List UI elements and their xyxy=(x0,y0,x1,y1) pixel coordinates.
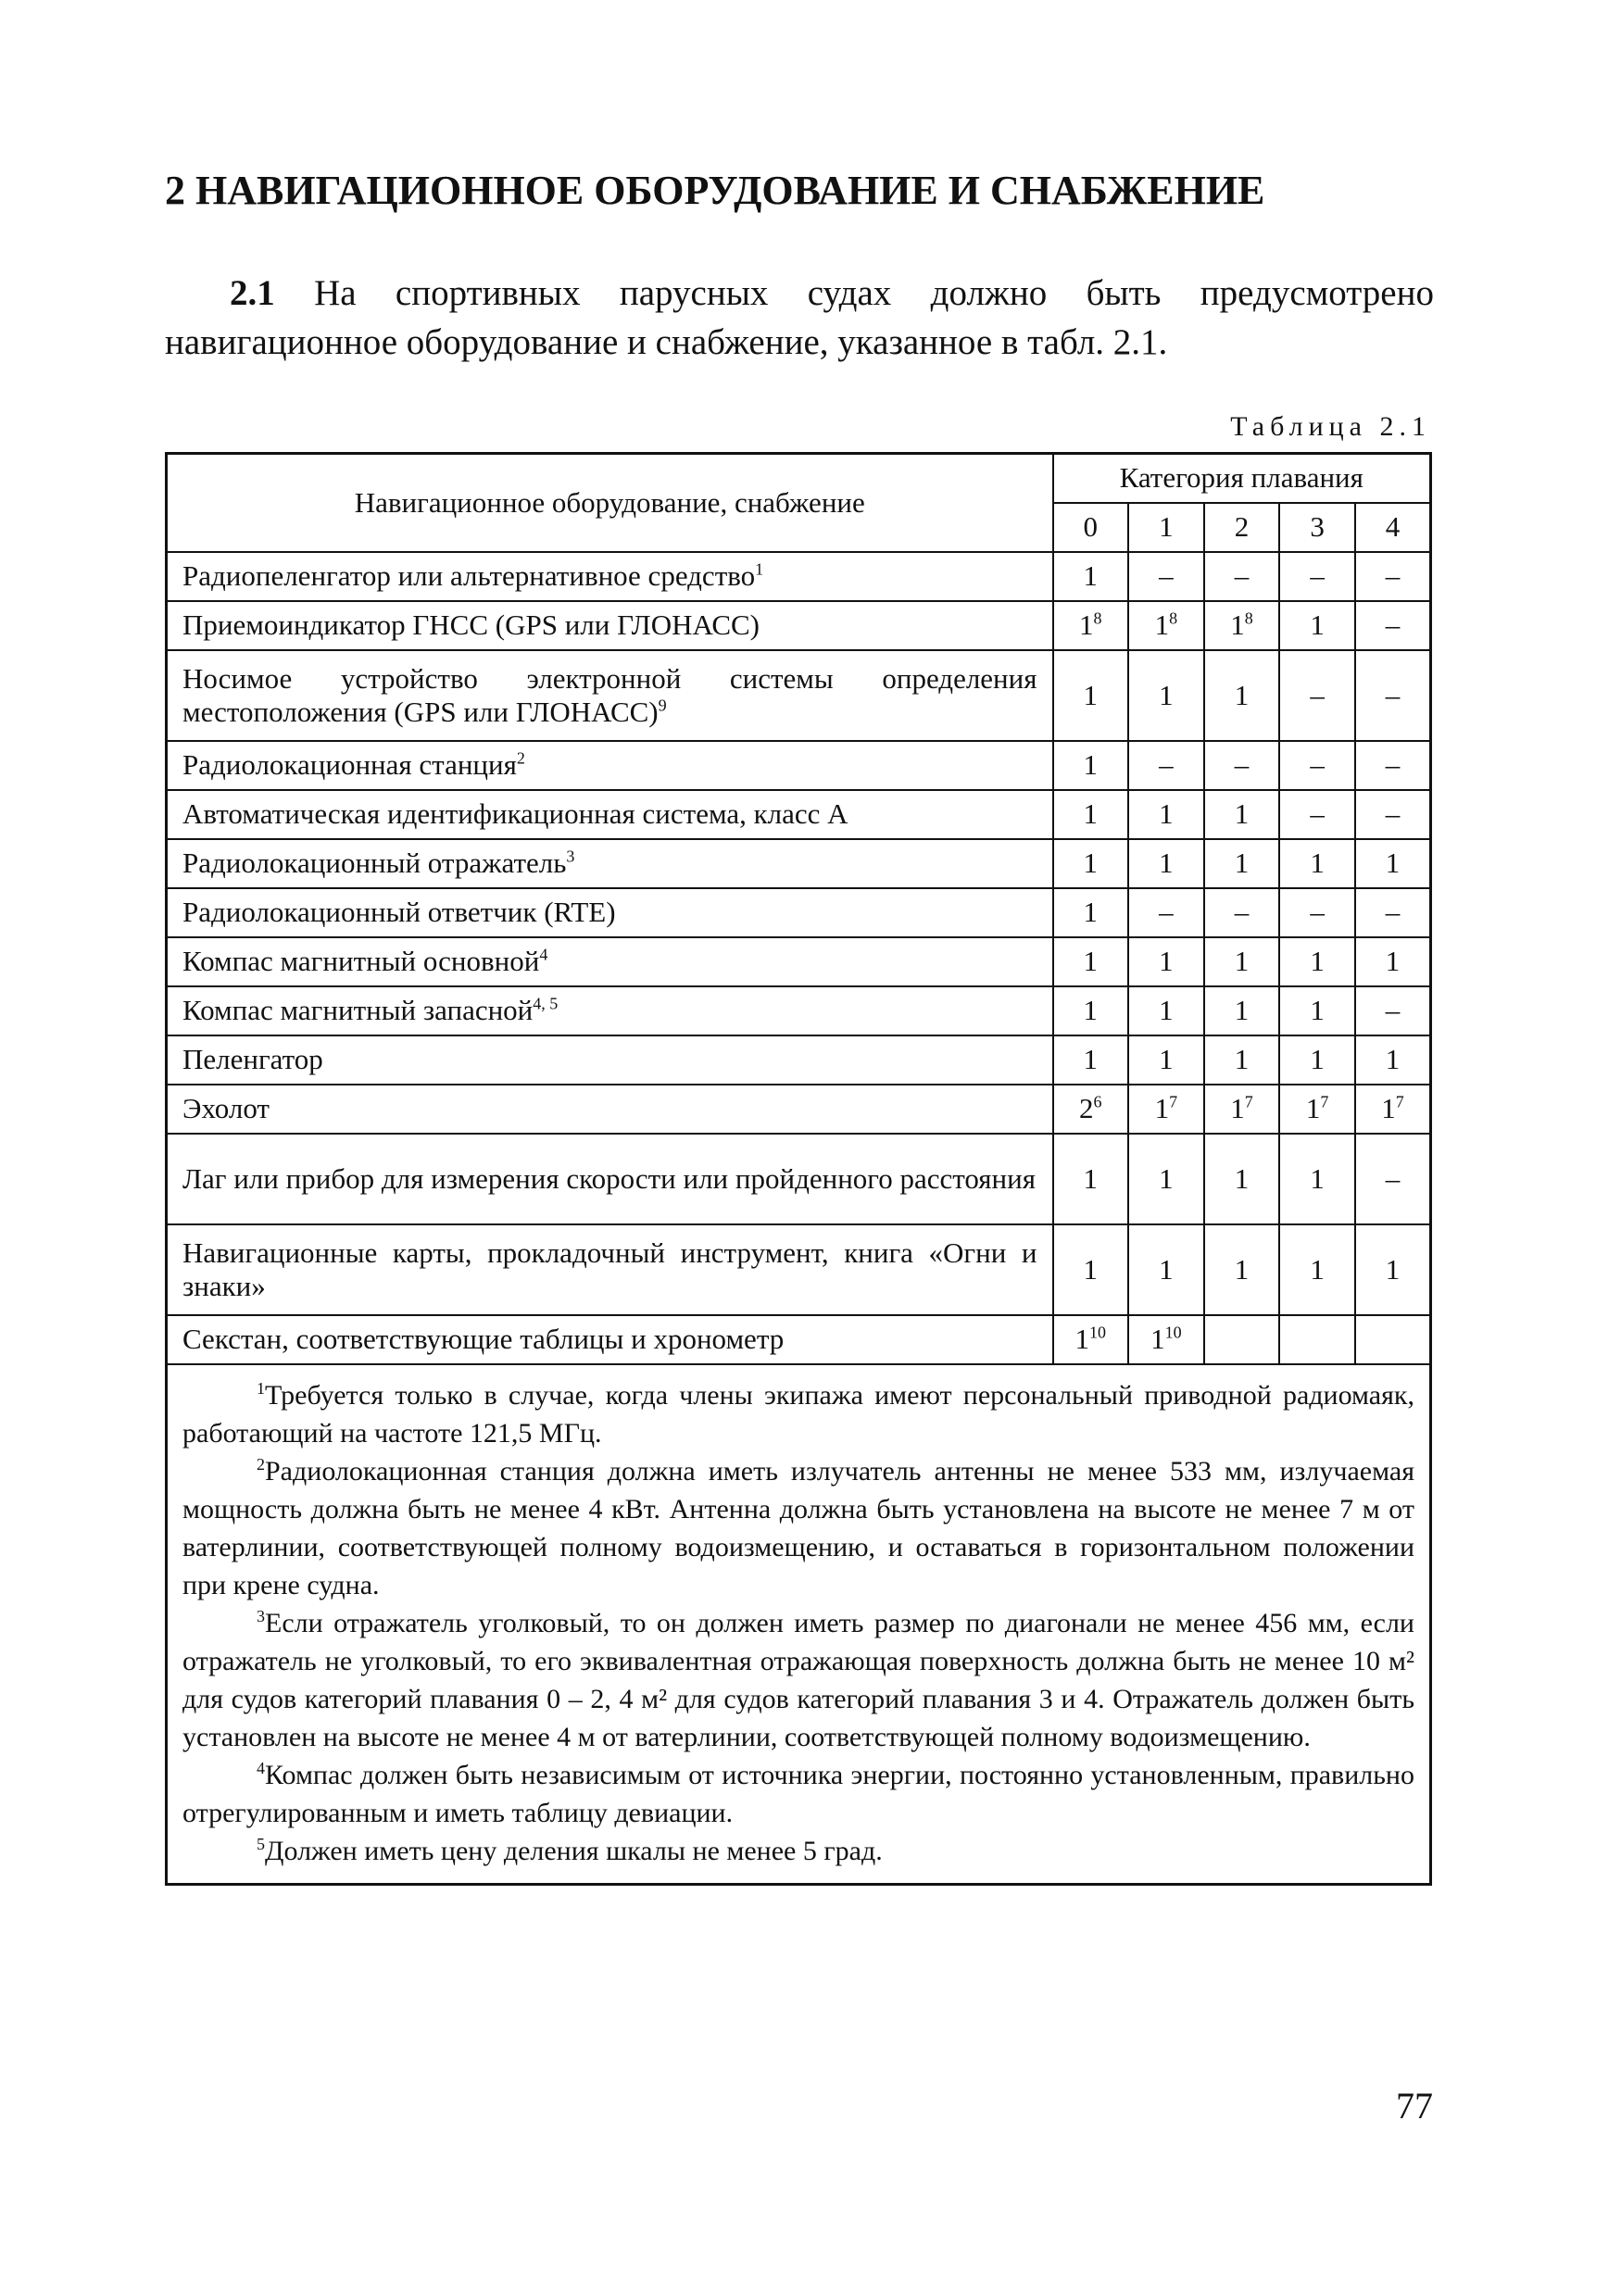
value: – xyxy=(1385,678,1401,711)
footnote-3 xyxy=(182,1604,1414,1756)
value: 1 xyxy=(1083,847,1099,879)
category-2-value xyxy=(1204,790,1280,839)
footnote-2 xyxy=(182,1452,1414,1604)
category-0-value xyxy=(1053,937,1129,986)
value: – xyxy=(1310,678,1325,711)
value: 1 xyxy=(1083,797,1099,830)
page-title: 2 НАВИГАЦИОННОЕ ОБОРУДОВАНИЕ И СНАБЖЕНИЕ xyxy=(165,168,1265,213)
category-0-value xyxy=(1053,790,1129,839)
footnote-ref: 4, 5 xyxy=(533,994,559,1013)
category-0-value xyxy=(1053,741,1129,790)
paragraph-number: 2.1 xyxy=(230,273,275,313)
value: – xyxy=(1385,559,1401,592)
category-4-value xyxy=(1355,888,1431,937)
category-4-value xyxy=(1355,552,1431,601)
category-2-value xyxy=(1204,741,1280,790)
table-notes xyxy=(167,1364,1431,1885)
value: 1 xyxy=(1385,1252,1401,1286)
value: – xyxy=(1234,748,1250,781)
category-1-value xyxy=(1128,1134,1204,1224)
table-row xyxy=(167,839,1431,888)
category-3-value xyxy=(1279,839,1355,888)
category-1-value xyxy=(1128,601,1204,650)
category-4-value xyxy=(1355,1224,1431,1315)
footnote-text: Должен иметь цену деления шкалы не менее 5 град. xyxy=(265,1835,883,1866)
value-footnote-ref: 7 xyxy=(1169,1092,1178,1111)
value-footnote-ref: 10 xyxy=(1089,1323,1107,1342)
value-footnote-ref: 7 xyxy=(1244,1092,1253,1111)
value: 2 xyxy=(1079,1092,1094,1124)
value: 1 xyxy=(1230,609,1245,641)
value: 1 xyxy=(1234,1252,1250,1286)
value: 1 xyxy=(1234,994,1250,1026)
category-0-value xyxy=(1053,1315,1129,1364)
equipment-name: Приемоиндикатор ГНСС (GPS или ГЛОНАСС) xyxy=(182,609,760,641)
category-2-value xyxy=(1204,1315,1280,1364)
header-category: Категория плавания xyxy=(1053,454,1431,503)
category-3-value xyxy=(1279,986,1355,1035)
category-1-value xyxy=(1128,741,1204,790)
value: 1 xyxy=(1083,1252,1099,1286)
footnote-number: 3 xyxy=(257,1606,265,1625)
value: 1 xyxy=(1150,1323,1165,1355)
equipment-name: Радиолокационный ответчик (RTE) xyxy=(182,896,616,928)
category-1-value xyxy=(1128,790,1204,839)
table-row xyxy=(167,552,1431,601)
equipment-name: Автоматическая идентификационная система, класс А xyxy=(182,797,848,830)
category-0-value xyxy=(1053,986,1129,1035)
equipment-name: Носимое устройство электронной системы определения местоположения (GPS или ГЛОНАСС) xyxy=(182,661,1037,728)
category-0-value xyxy=(1053,1224,1129,1315)
value: 1 xyxy=(1083,1161,1099,1195)
value: 1 xyxy=(1074,1323,1090,1355)
equipment-name-cell xyxy=(167,839,1053,888)
equipment-table xyxy=(165,452,1432,1886)
equipment-name-cell xyxy=(167,1315,1053,1364)
value: 1 xyxy=(1159,1252,1174,1286)
value: 1 xyxy=(1083,994,1099,1026)
equipment-name: Радиопеленгатор или альтернативное средство xyxy=(182,559,756,592)
value-footnote-ref: 6 xyxy=(1093,1092,1102,1111)
value: – xyxy=(1159,748,1174,781)
value: 1 xyxy=(1230,1092,1245,1124)
table-body xyxy=(167,552,1431,1364)
footnote-number: 4 xyxy=(257,1758,265,1777)
category-0-value xyxy=(1053,552,1129,601)
value: 1 xyxy=(1381,1092,1396,1124)
value: – xyxy=(1234,559,1250,592)
category-1-value xyxy=(1128,986,1204,1035)
footnote-5 xyxy=(182,1832,1414,1870)
category-4-value xyxy=(1355,986,1431,1035)
footnote-text: Компас должен быть независимым от источника энергии, постоянно установленным, правильно отрегулированным и иметь таблицу девиации. xyxy=(182,1759,1414,1828)
footnote-text: Радиолокационная станция должна иметь излучатель антенны не менее 533 мм, излучаемая мощность должна быть не менее 4 кВт. Антенна должна быть установлена на высоте не менее 7 м от ватерлинии, соответствующей полному водоизмещению, и оставаться в горизонтальном положении при крене судна. xyxy=(182,1455,1414,1600)
value: 1 xyxy=(1234,945,1250,977)
category-1-value xyxy=(1128,552,1204,601)
category-1-value xyxy=(1128,1315,1204,1364)
category-3-value xyxy=(1279,552,1355,601)
equipment-name: Пеленгатор xyxy=(182,1043,323,1075)
footnote-4 xyxy=(182,1756,1414,1832)
value: – xyxy=(1385,1161,1401,1195)
header-category-1: 1 xyxy=(1128,503,1204,552)
value: 1 xyxy=(1079,609,1094,641)
table-caption: Таблица 2.1 xyxy=(1230,411,1431,442)
category-4-value xyxy=(1355,601,1431,650)
equipment-name-cell xyxy=(167,888,1053,937)
value: 1 xyxy=(1083,678,1099,711)
header-category-2: 2 xyxy=(1204,503,1280,552)
value: 1 xyxy=(1159,847,1174,879)
category-2-value xyxy=(1204,937,1280,986)
value: – xyxy=(1159,559,1174,592)
category-0-value xyxy=(1053,888,1129,937)
value-footnote-ref: 7 xyxy=(1395,1092,1404,1111)
category-0-value xyxy=(1053,601,1129,650)
value: 1 xyxy=(1159,678,1174,711)
header-category-3: 3 xyxy=(1279,503,1355,552)
category-2-value xyxy=(1204,552,1280,601)
footnote-number: 2 xyxy=(257,1454,265,1474)
value-footnote-ref: 8 xyxy=(1093,609,1102,628)
value: 1 xyxy=(1234,678,1250,711)
value: 1 xyxy=(1234,1043,1250,1075)
category-4-value xyxy=(1355,1134,1431,1224)
footnote-number: 1 xyxy=(257,1378,265,1398)
value: – xyxy=(1310,559,1325,592)
value: 1 xyxy=(1310,994,1325,1026)
value: – xyxy=(1385,609,1401,641)
category-0-value xyxy=(1053,650,1129,741)
category-3-value xyxy=(1279,650,1355,741)
table-row xyxy=(167,650,1431,741)
footnote-text: Требуется только в случае, когда члены экипажа имеют персональный приводной радиомаяк, работающий на частоте 121,5 МГц. xyxy=(182,1379,1414,1449)
category-1-value xyxy=(1128,937,1204,986)
value: 1 xyxy=(1234,797,1250,830)
footnote-number: 5 xyxy=(257,1834,265,1853)
category-2-value xyxy=(1204,1224,1280,1315)
category-3-value xyxy=(1279,1224,1355,1315)
equipment-name-cell xyxy=(167,650,1053,741)
table-row xyxy=(167,937,1431,986)
category-3-value xyxy=(1279,888,1355,937)
table-row xyxy=(167,1224,1431,1315)
category-2-value xyxy=(1204,1035,1280,1085)
value: – xyxy=(1385,994,1401,1026)
value: – xyxy=(1385,797,1401,830)
category-0-value xyxy=(1053,1085,1129,1134)
value: 1 xyxy=(1305,1092,1321,1124)
equipment-name-cell xyxy=(167,790,1053,839)
category-0-value xyxy=(1053,839,1129,888)
equipment-name: Лаг или прибор для измерения скорости или пройденного расстояния xyxy=(182,1161,1036,1195)
footnote-1 xyxy=(182,1376,1414,1452)
value-footnote-ref: 10 xyxy=(1164,1323,1182,1342)
category-4-value xyxy=(1355,790,1431,839)
table-row xyxy=(167,601,1431,650)
category-4-value xyxy=(1355,650,1431,741)
value: – xyxy=(1385,748,1401,781)
equipment-name-cell xyxy=(167,1085,1053,1134)
category-3-value xyxy=(1279,601,1355,650)
page-number: 77 xyxy=(1396,2085,1433,2127)
category-4-value xyxy=(1355,1035,1431,1085)
category-4-value xyxy=(1355,839,1431,888)
table-row xyxy=(167,1035,1431,1085)
category-2-value xyxy=(1204,650,1280,741)
category-1-value xyxy=(1128,839,1204,888)
value: 1 xyxy=(1083,1043,1099,1075)
value: 1 xyxy=(1310,847,1325,879)
category-1-value xyxy=(1128,888,1204,937)
value: – xyxy=(1310,797,1325,830)
equipment-name: Навигационные карты, прокладочный инструмент, книга «Огни и знаки» xyxy=(182,1236,1037,1302)
equipment-name: Эхолот xyxy=(182,1092,270,1124)
category-1-value xyxy=(1128,1224,1204,1315)
equipment-name-cell xyxy=(167,552,1053,601)
category-3-value xyxy=(1279,937,1355,986)
table-row xyxy=(167,790,1431,839)
value: 1 xyxy=(1083,896,1099,928)
table-row xyxy=(167,888,1431,937)
value: – xyxy=(1159,896,1174,928)
table-row xyxy=(167,986,1431,1035)
footnote-ref: 1 xyxy=(755,559,764,579)
table-row xyxy=(167,1315,1431,1364)
header-category-0: 0 xyxy=(1053,503,1129,552)
category-2-value xyxy=(1204,839,1280,888)
value: 1 xyxy=(1154,609,1170,641)
value: 1 xyxy=(1159,1161,1174,1195)
category-4-value xyxy=(1355,741,1431,790)
equipment-name: Радиолокационный отражатель xyxy=(182,847,567,879)
category-2-value xyxy=(1204,601,1280,650)
table-row xyxy=(167,1134,1431,1224)
value-footnote-ref: 8 xyxy=(1244,609,1253,628)
footnote-text: Если отражатель уголковый, то он должен иметь размер по диагонали не менее 456 мм, если отражатель не уголковый, то его эквивалентная отражающая поверхность должна быть не менее 10 м² для судов категорий плавания 0 – 2, 4 м² для судов категорий плавания 3 и 4. Отражатель должен быть установлен на высоте не менее 4 м от ватерлинии, соответствующей полному водоизмещению. xyxy=(182,1607,1414,1752)
value: 1 xyxy=(1083,945,1099,977)
value: 1 xyxy=(1159,797,1174,830)
category-1-value xyxy=(1128,1035,1204,1085)
category-3-value xyxy=(1279,790,1355,839)
value: 1 xyxy=(1083,748,1099,781)
value: 1 xyxy=(1310,1161,1325,1195)
category-1-value xyxy=(1128,1085,1204,1134)
footnote-ref: 3 xyxy=(566,847,575,866)
category-2-value xyxy=(1204,888,1280,937)
equipment-name: Компас магнитный запасной xyxy=(182,994,534,1026)
equipment-name-cell xyxy=(167,937,1053,986)
equipment-name: Секстан, соответствующие таблицы и хронометр xyxy=(182,1323,785,1355)
value: 1 xyxy=(1385,1043,1401,1075)
value: 1 xyxy=(1310,1252,1325,1286)
category-4-value xyxy=(1355,937,1431,986)
value: 1 xyxy=(1159,945,1174,977)
value: 1 xyxy=(1159,994,1174,1026)
category-2-value xyxy=(1204,1085,1280,1134)
value: 1 xyxy=(1310,945,1325,977)
category-3-value xyxy=(1279,1134,1355,1224)
value: – xyxy=(1310,896,1325,928)
value: 1 xyxy=(1310,609,1325,641)
header-equipment: Навигационное оборудование, снабжение xyxy=(167,454,1053,552)
category-3-value xyxy=(1279,1315,1355,1364)
category-4-value xyxy=(1355,1315,1431,1364)
notes-list xyxy=(182,1376,1414,1870)
footnote-ref: 4 xyxy=(539,945,548,964)
header-category-4: 4 xyxy=(1355,503,1431,552)
value: – xyxy=(1310,748,1325,781)
equipment-name: Радиолокационная станция xyxy=(182,748,517,781)
footnote-ref: 2 xyxy=(516,748,525,768)
equipment-name-cell xyxy=(167,1134,1053,1224)
equipment-name-cell xyxy=(167,986,1053,1035)
table-row xyxy=(167,1085,1431,1134)
category-3-value xyxy=(1279,1035,1355,1085)
category-4-value xyxy=(1355,1085,1431,1134)
intro-paragraph xyxy=(165,269,1434,367)
equipment-name-cell xyxy=(167,1035,1053,1085)
value: 1 xyxy=(1385,847,1401,879)
value: 1 xyxy=(1159,1043,1174,1075)
equipment-name-cell xyxy=(167,741,1053,790)
value-footnote-ref: 7 xyxy=(1320,1092,1329,1111)
value-footnote-ref: 8 xyxy=(1169,609,1178,628)
value: – xyxy=(1385,896,1401,928)
value: 1 xyxy=(1234,847,1250,879)
equipment-name: Компас магнитный основной xyxy=(182,945,540,977)
equipment-name-cell xyxy=(167,601,1053,650)
value: – xyxy=(1234,896,1250,928)
paragraph-text: На спортивных парусных судах должно быть предусмотрено навигационное оборудование и снабжение, указанное в табл. 2.1. xyxy=(165,273,1434,362)
category-0-value xyxy=(1053,1134,1129,1224)
category-1-value xyxy=(1128,650,1204,741)
value: 1 xyxy=(1154,1092,1170,1124)
value: 1 xyxy=(1385,945,1401,977)
category-2-value xyxy=(1204,1134,1280,1224)
equipment-name-cell xyxy=(167,1224,1053,1315)
category-3-value xyxy=(1279,1085,1355,1134)
footnote-ref: 9 xyxy=(658,696,667,715)
value: 1 xyxy=(1083,559,1099,592)
value: 1 xyxy=(1310,1043,1325,1075)
category-2-value xyxy=(1204,986,1280,1035)
table-row xyxy=(167,741,1431,790)
category-3-value xyxy=(1279,741,1355,790)
value: 1 xyxy=(1234,1161,1250,1195)
category-0-value xyxy=(1053,1035,1129,1085)
